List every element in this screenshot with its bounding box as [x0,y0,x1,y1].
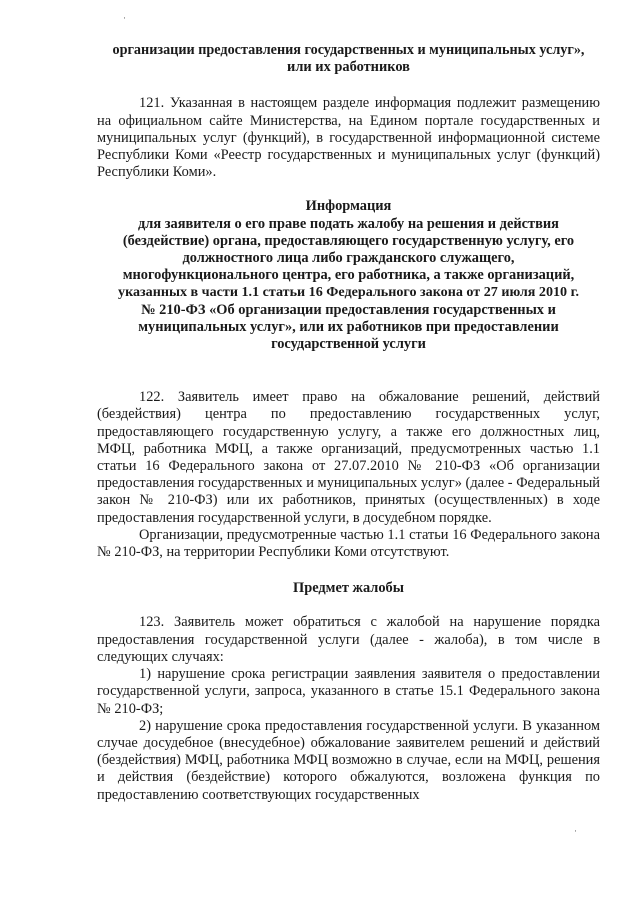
info-heading-line: указанных в части 1.1 статьи 16 Федерального закона от 27 июля 2010 г. [118,284,579,301]
info-heading-line: № 210-ФЗ «Об организации предоставления государственных и [141,301,556,318]
top-heading-line2: или их работников [287,59,410,76]
list-item-1: 1) нарушение срока регистрации заявления заявителя о предоставлении государственной услуги, запроса, указанного в статье 15.1 Федерального закона № 210-ФЗ; [97,666,600,717]
top-heading [97,42,600,76]
info-heading-line: государственной услуги [271,336,426,353]
paragraph-organizations: Организации, предусмотренные частью 1.1 статьи 16 Федерального закона № 210-ФЗ, на территории Республики Коми отсутствуют. [97,526,600,561]
subject-heading: Предмет жалобы [293,580,404,597]
info-heading-title: Информация [305,198,392,215]
scan-speck: · [574,826,577,836]
top-heading-line1: организации предоставления государственных и муниципальных услуг», [112,42,585,58]
info-heading-line: (бездействие) органа, предоставляющего государственную услугу, его [122,232,575,249]
scan-speck: · [123,13,126,23]
info-heading-line: для заявителя о его праве подать жалобу на решения и действия [138,215,559,232]
info-heading-line: муниципальных услуг», или их работников при предоставлении [138,318,559,335]
paragraph-122: 122. Заявитель имеет право на обжалование решений, действий (бездействия) центра по предоставлению государственных услуг, предоставляющего государственную услугу, а также его должностных лиц, МФЦ, работника МФЦ, а также организаций, предусмотренных частью 1.1 статьи 16 Федерального закона от 27.07.2010 № 210-ФЗ «Об организации предоставления государственных и муниципальных услуг» (далее - Федеральный закон № 210-ФЗ) или их работников, принятых (осуществленных) в ходе предоставления государственной услуги, в досудебном порядке. [97,389,600,526]
info-heading-line: многофункционального центра, его работника, а также организаций, [122,267,575,284]
paragraph-123: 123. Заявитель может обратиться с жалобой на нарушение порядка предоставления государственной услуги (далее - жалоба), в том числе в следующих случаях: [97,614,600,665]
paragraph-121: 121. Указанная в настоящем разделе информация подлежит размещению на официальном сайте Министерства, на Едином портале государственных и муниципальных услуг (функций), в государственной информационной системе Республики Коми «Реестр государственных и муниципальных услуг (функций) Республики Коми». [97,95,600,181]
list-item-2: 2) нарушение срока предоставления государственной услуги. В указанном случае досудебное (внесудебное) обжалование заявителем решений и действий (бездействия) МФЦ, работника МФЦ возможно в случае, если на МФЦ, решения и действия (бездействие) которого обжалуются, возложена функция по предоставлению соответствующих государственных [97,717,600,803]
page-content [97,40,600,804]
info-heading-line: должностного лица либо гражданского служащего, [182,250,515,267]
info-heading [97,198,600,353]
